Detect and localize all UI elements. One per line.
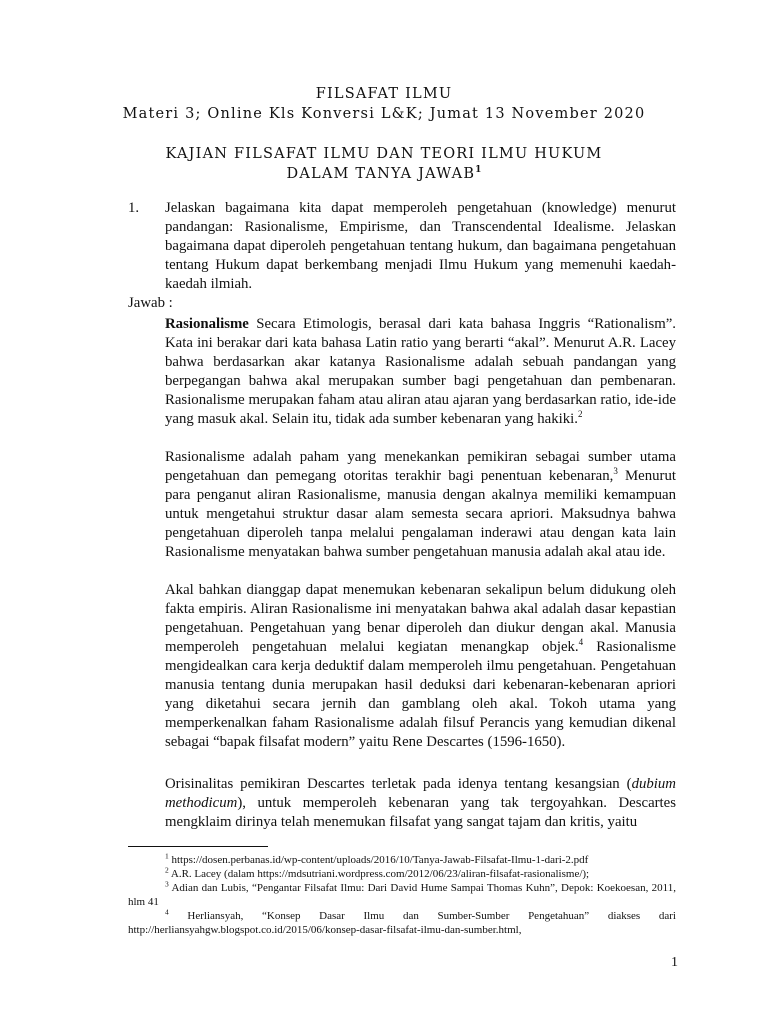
- paragraph-text-rest: ), untuk memperoleh kebenaran yang tak tergoyahkan. Descartes mengklaim dirinya telah menemukan filsafat yang sangat tajam dan kritis, yaitu: [165, 795, 676, 830]
- footnote-text: Herliansyah, “Konsep Dasar Ilmu dan Sumber-Sumber Pengetahuan” diakses dari http://herliansyahgw.blogspot.co.id/2015/06/konsep-dasar-filsafat-ilmu-dan-sumber.html,: [128, 910, 676, 936]
- answer-paragraph-4: [165, 775, 676, 832]
- footnote-ref: 3: [613, 466, 618, 477]
- page-number: 1: [671, 955, 678, 970]
- document-title: FILSAFAT ILMU: [315, 86, 453, 102]
- footnote-text: Adian dan Lubis, “Pengantar Filsafat Ilmu: Dari David Hume Sampai Thomas Kuhn”, Depok: Koekoesan, 2011, hlm 41: [128, 882, 676, 908]
- footnote-number: 4: [165, 907, 169, 917]
- question-number: 1.: [128, 200, 140, 216]
- answer-label: Jawab :: [128, 295, 173, 311]
- heading-text: DALAM TANYA JAWAB: [286, 165, 476, 182]
- paragraph-text-rest: Rasionalisme mengidealkan cara kerja deduktif dalam memperoleh ilmu pengetahuan. Pengetahuan manusia tentang dunia merupakan hasil deduksi dari kebenaran-kebenaran apriori yang diketahui secara jernih dan gamblang oleh akal. Tokoh utama yang memperkenalkan faham Rasionalisme adalah filsuf Perancis yang kemudian dikenal sebagai “bapak filsafat modern” yaitu Rene Descartes (1596-1650).: [165, 639, 676, 750]
- footnote-ref: 1: [475, 165, 482, 175]
- section-heading-line2: [0, 165, 768, 182]
- footnote-2: [165, 865, 676, 882]
- footnote-ref: 2: [577, 409, 583, 420]
- footnote-number: 1: [165, 851, 169, 861]
- document-subtitle: Materi 3; Online Kls Konversi L&K; Jumat 13 November 2020: [122, 106, 646, 122]
- paragraph-text: Orisinalitas pemikiran Descartes terletak pada idenya tentang kesangsian (: [165, 776, 632, 792]
- paragraph-text: Akal bahkan dianggap dapat menemukan kebenaran sekalipun belum didukung oleh fakta empiris. Aliran Rasionalisme ini menyatakan bahwa akal adalah dasar kepastian pengetahuan. Pengetahuan yang benar diperoleh dan diukur dengan akal. Manusia memperoleh pengetahuan melalui kegiatan menangkap objek.: [165, 582, 676, 655]
- answer-paragraph-2: [165, 448, 676, 562]
- footnote-number: 3: [165, 879, 169, 889]
- question-text: Jelaskan bagaimana kita dapat memperoleh pengetahuan (knowledge) menurut pandangan: Rasionalisme, Empirisme, dan Transcendental Idealisme. Jelaskan bagaimana dapat diperoleh pengetahuan tentang hukum, dan bagaimana pengetahuan tentang Hukum dapat berkembang menjadi Ilmu Hukum yang memenuhi kaedah-kaedah ilmiah.: [165, 200, 676, 292]
- footnote-ref: 4: [578, 637, 584, 648]
- footnote-1: [165, 851, 676, 868]
- answer-paragraph-3: [165, 581, 676, 752]
- answer-paragraph-1: [165, 315, 676, 429]
- footnote-text: A.R. Lacey (dalam https://mdsutriani.wordpress.com/2012/06/23/aliran-filsafat-rasionalisme/);: [168, 868, 590, 880]
- paragraph-text-rest: Menurut para penganut aliran Rasionalisme, manusia dengan akalnya memiliki kemampuan untuk mengetahui struktur dasar alam semesta secara apriori. Maksudnya bahwa pengetahuan diperoleh tanpa melalui pengalaman inderawi atau dengan kata lain Rasionalisme menyatakan bahwa sumber pengetahuan manusia adalah akal atau ide.: [165, 468, 676, 560]
- section-heading-line1: KAJIAN FILSAFAT ILMU DAN TEORI ILMU HUKUM: [165, 146, 603, 162]
- paragraph-text: Rasionalisme adalah paham yang menekankan pemikiran sebagai sumber utama pengetahuan dan pemegang otoritas terakhir bagi penentuan kebenaran,: [165, 449, 676, 484]
- footnote-4: [128, 907, 676, 937]
- term-rasionalisme: Rasionalisme: [165, 316, 249, 332]
- paragraph-text: Secara Etimologis, berasal dari kata bahasa Inggris “Rationalism”. Kata ini berakar dari kata bahasa Latin ratio yang berarti “akal”. Menurut A.R. Lacey bahwa berdasarkan akar katanya Rasionalisme adalah sebuah pandangan yang berpegangan bahwa akal merupakan sumber bagi pengetahuan dan pembenaran. Rasionalisme merupakan faham atau aliran atau ajaran yang berdasarkan ratio, ide-ide yang masuk akal. Selain itu, tidak ada sumber kebenaran yang hakiki.: [165, 316, 676, 427]
- footnote-separator: [128, 846, 268, 847]
- footnote-3: [128, 879, 676, 909]
- footnote-text: https://dosen.perbanas.id/wp-content/uploads/2016/10/Tanya-Jawab-Filsafat-Ilmu-1-dari-2.pdf: [168, 854, 589, 866]
- italic-term: dubium methodicum: [165, 776, 676, 811]
- footnote-number: 2: [165, 865, 169, 875]
